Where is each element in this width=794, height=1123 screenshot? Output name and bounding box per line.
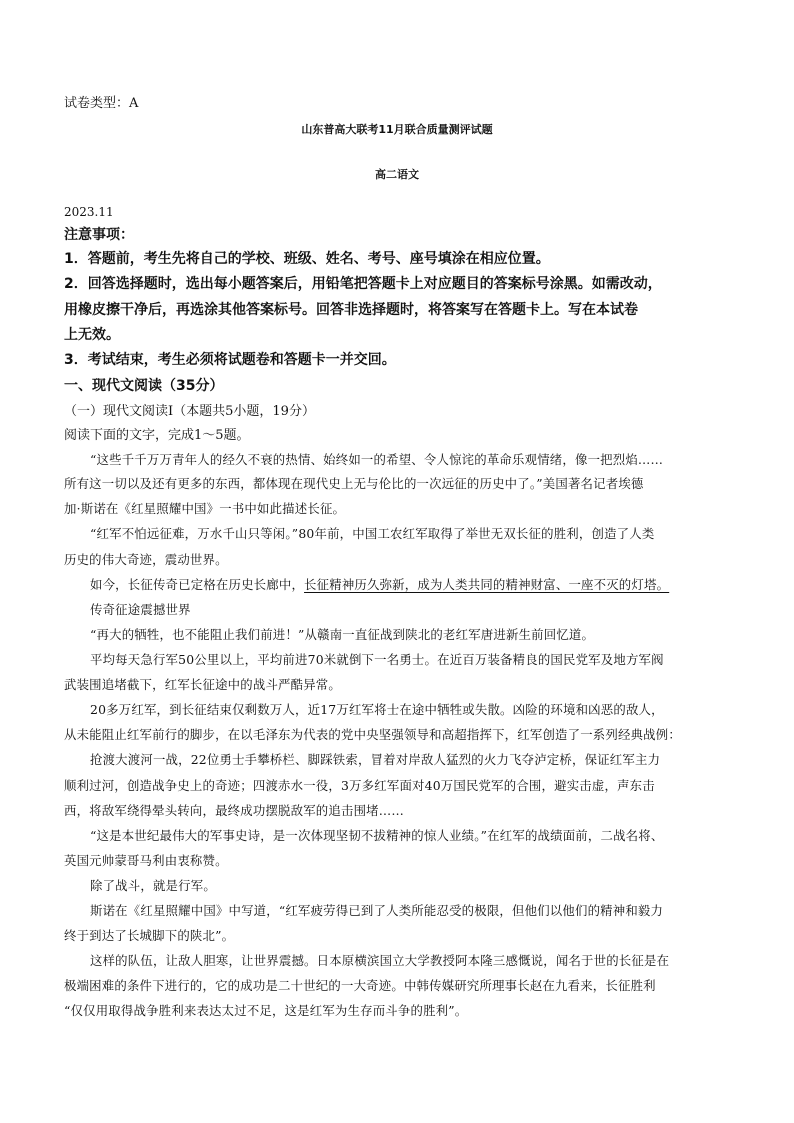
section-heading: 一、现代文阅读（35分） — [64, 378, 224, 394]
passage-line: 加·斯诺在《红星照耀中国》一书中如此描述长征。 — [64, 501, 346, 516]
passage-line: “再大的牺牲，也不能阻止我们前进！”从赣南一直征战到陕北的老红军唐进新生前回忆道。 — [90, 627, 595, 642]
underlined-sentence: 长征精神历久弥新，成为人类共同的精神财富、一座不灭的灯塔。 — [304, 577, 670, 592]
passage-line: “这些千千万万青年人的经久不衰的热情、始终如一的希望、令人惊诧的革命乐观情绪，像一把烈焰…… — [90, 452, 664, 467]
passage-line: 抢渡大渡河一战，22位勇士手攀桥栏、脚踩铁索，冒着对岸敌人猛烈的火力飞夺泸定桥，保证红军主力 — [90, 752, 661, 767]
notice-line-4: 上无效。 — [64, 327, 120, 343]
section-part: （一）现代文阅读Ⅰ（本题共5小题，19分） — [64, 404, 315, 419]
exam-type-label: 试卷类型：A — [64, 96, 139, 111]
notice-line-1: 1．答题前，考生先将自己的学校、班级、姓名、考号、座号填涂在相应位置。 — [64, 251, 550, 267]
passage-line: “仅仅用取得战争胜利来表达太过不足，这是红军为生存而斗争的胜利”。 — [64, 1003, 468, 1018]
notice-line-3: 用橡皮擦干净后，再选涂其他答案标号。回答非选择题时，将答案写在答题卡上。写在本试卷 — [64, 302, 638, 318]
exam-title: 山东普高大联考11月联合质量测评试题 — [301, 123, 493, 136]
notice-heading: 注意事项： — [64, 227, 134, 243]
passage-text: 如今，长征传奇已定格在历史长廊中， — [90, 577, 305, 592]
passage-line: 英国元帅蒙哥马利由衷称赞。 — [64, 853, 228, 868]
notice-line-2: 2．回答选择题时，选出每小题答案后，用铅笔把答题卡上对应题目的答案标号涂黑。如需改动， — [64, 276, 662, 292]
passage-line: 西，将敌军绕得晕头转向，最终成功摆脱敌军的追击围堵…… — [64, 803, 404, 818]
passage-line: 从未能阻止红军前行的脚步，在以毛泽东为代表的党中央坚强领导和高超指挥下，红军创造了一系列经典战例： — [64, 727, 681, 742]
passage-line: 极端困难的条件下进行的，它的成功是二十世纪的一大奇迹。中韩传媒研究所理事长赵在九看来，长征胜利 — [64, 978, 656, 993]
passage-line: 斯诺在《红星照耀中国》中写道，“红军疲劳得已到了人类所能忍受的极限，但他们以他们的精神和毅力 — [90, 903, 664, 918]
passage-line: “红军不怕远征难，万水千山只等闲。”80年前，中国工农红军取得了举世无双长征的胜利，创造了人类 — [90, 526, 655, 541]
passage-line: 平均每天急行军50公里以上，平均前进70米就倒下一名勇士。在近百万装备精良的国民党军及地方军阀 — [90, 652, 664, 667]
passage-line: 所有这一切以及还有更多的东西，都体现在现代史上无与伦比的一次远征的历史中了。”美国著名记者埃德 — [64, 476, 644, 491]
passage-line: 这样的队伍，让敌人胆寒，让世界震撼。日本原横滨国立大学教授阿本隆三感慨说，闻名于世的长征是在 — [90, 953, 670, 968]
section-instruction: 阅读下面的文字，完成1～5题。 — [64, 428, 250, 443]
passage-subheading: 传奇征途震撼世界 — [90, 602, 191, 617]
notice-line-5: 3．考试结束，考生必须将试题卷和答题卡一并交回。 — [64, 352, 396, 368]
passage-line: 武装围追堵截下，红军长征途中的战斗严酷异常。 — [64, 677, 341, 692]
passage-line: 20多万红军，到长征结束仅剩数万人，近17万红军将士在途中牺牲或失散。凶险的环境和凶恶的敌人， — [90, 702, 664, 717]
exam-subject: 高二语文 — [375, 168, 419, 181]
passage-line: 顺利过河，创造战争史上的奇迹；四渡赤水一役，3万多红军面对40万国民党军的合围，避实击虚，声东击 — [64, 778, 655, 793]
passage-line: 历史的伟大奇迹，震动世界。 — [64, 552, 228, 567]
passage-line — [90, 575, 669, 593]
exam-date: 2023.11 — [64, 205, 114, 219]
passage-line: “这是本世纪最伟大的军事史诗，是一次体现坚韧不拔精神的惊人业绩。”在红军的战绩面前，二战名将、 — [90, 828, 664, 843]
passage-line: 除了战斗，就是行军。 — [90, 878, 216, 893]
passage-line: 终于到达了长城脚下的陕北”。 — [64, 928, 235, 943]
